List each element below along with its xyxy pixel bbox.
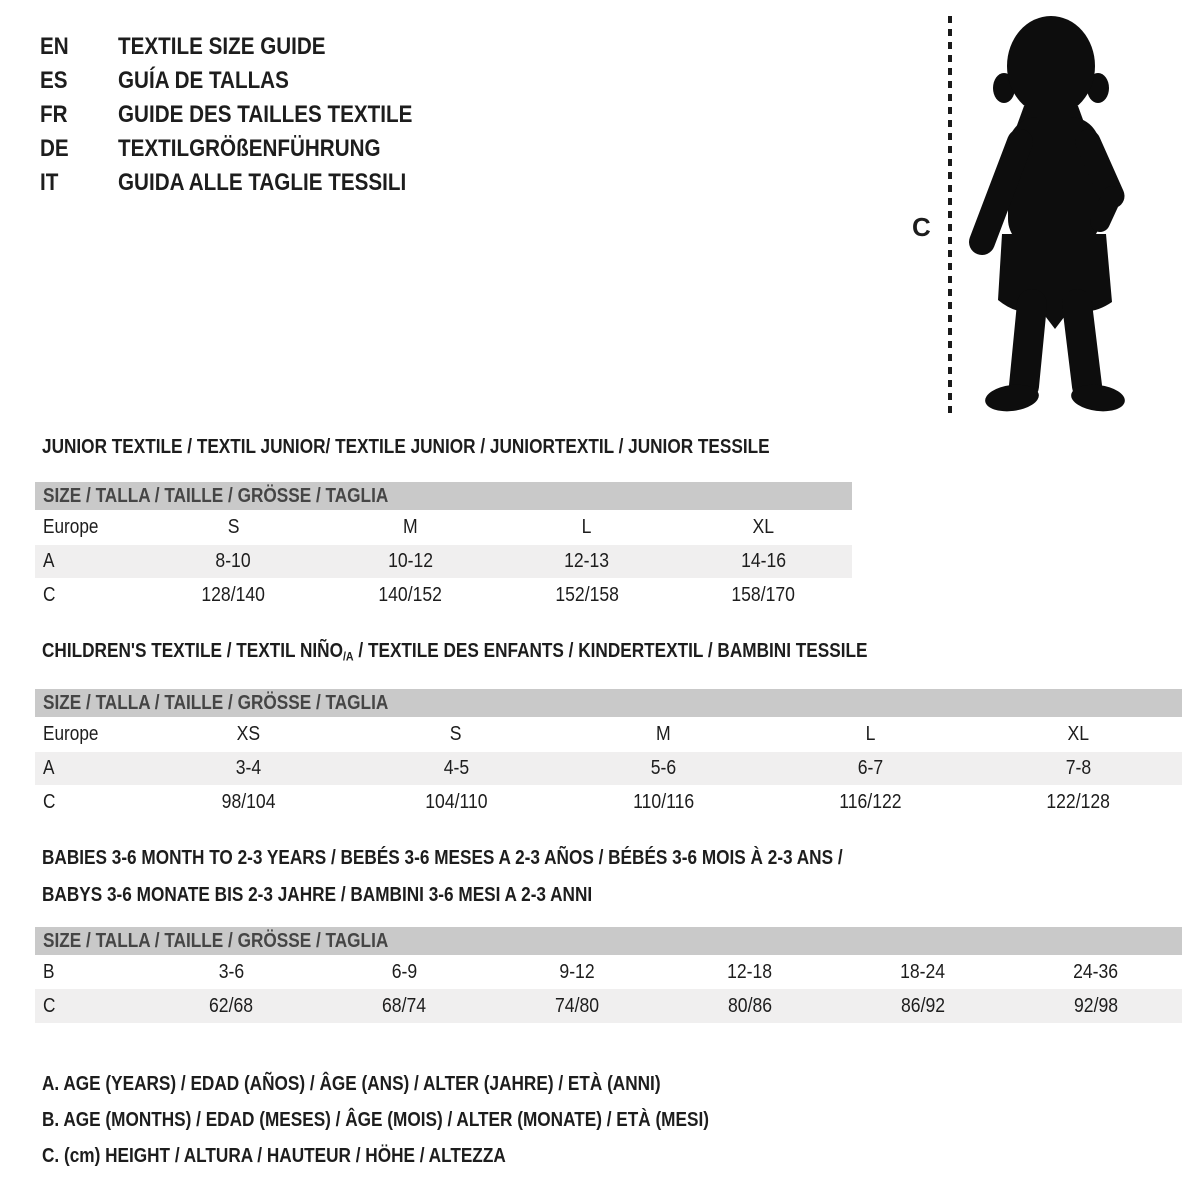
babies-section-title-line2: BABYS 3-6 MONATE BIS 2-3 JAHRE / BAMBINI 3-6 MESI A 2-3 ANNI bbox=[42, 884, 593, 906]
row-label-cell: C bbox=[43, 584, 56, 606]
age-cell: 6-7 bbox=[858, 757, 884, 779]
size-header-band: SIZE / TALLA / TAILLE / GRÖSSE / TAGLIA bbox=[35, 689, 1182, 717]
lang-row-fr bbox=[40, 98, 460, 132]
months-cell: 6-9 bbox=[391, 960, 417, 983]
height-cell: 158/170 bbox=[731, 584, 796, 606]
lang-title: GUIDE DES TAILLES TEXTILE bbox=[118, 101, 413, 128]
height-cell: 116/122 bbox=[839, 791, 903, 813]
table-row-region bbox=[35, 717, 1182, 752]
language-list bbox=[40, 30, 460, 200]
age-cell: 12-13 bbox=[564, 550, 610, 572]
size-cell: L bbox=[865, 723, 876, 745]
months-cell: 9-12 bbox=[559, 960, 595, 983]
table-row-age bbox=[35, 752, 1182, 785]
size-cell: XL bbox=[1067, 723, 1090, 745]
table-row-age bbox=[35, 545, 852, 578]
size-cell: S bbox=[227, 516, 240, 538]
legend-age-months: B. AGE (MONTHS) / EDAD (MESES) / ÂGE (MOIS) / ALTER (MONATE) / ETÀ (MESI) bbox=[42, 1108, 709, 1131]
row-label-cell: C bbox=[43, 994, 56, 1017]
legend-age-years: A. AGE (YEARS) / EDAD (AÑOS) / ÂGE (ANS) / ALTER (JAHRE) / ETÀ (ANNI) bbox=[42, 1072, 661, 1095]
children-section-title: CHILDREN'S TEXTILE / TEXTIL NIÑO/A / TEXTILE DES ENFANTS / KINDERTEXTIL / BAMBINI TESSILE bbox=[42, 640, 868, 664]
babies-section-title-line1: BABIES 3-6 MONTH TO 2-3 YEARS / BEBÉS 3-6 MESES A 2-3 AÑOS / BÉBÉS 3-6 MOIS À 2-3 ANS / bbox=[42, 847, 843, 869]
lang-row-es bbox=[40, 64, 460, 98]
lang-row-de bbox=[40, 132, 460, 166]
table-row-height bbox=[35, 578, 852, 613]
junior-section-title: JUNIOR TEXTILE / TEXTIL JUNIOR/ TEXTILE JUNIOR / JUNIORTEXTIL / JUNIOR TESSILE bbox=[42, 436, 770, 458]
months-cell: 24-36 bbox=[1073, 960, 1119, 983]
lang-title: TEXTILE SIZE GUIDE bbox=[118, 33, 326, 60]
babies-size-table bbox=[35, 927, 1182, 1023]
lang-code: DE bbox=[40, 135, 69, 162]
lang-code: EN bbox=[40, 33, 69, 60]
height-cell: 98/104 bbox=[221, 791, 276, 813]
height-cell: 110/116 bbox=[632, 791, 694, 813]
height-cell: 92/98 bbox=[1073, 994, 1118, 1017]
lang-code: IT bbox=[40, 169, 59, 196]
size-cell: S bbox=[450, 723, 462, 745]
height-cell: 68/74 bbox=[382, 994, 427, 1017]
height-cell: 128/140 bbox=[201, 584, 266, 606]
height-cell: 86/92 bbox=[900, 994, 945, 1017]
row-label-cell: B bbox=[43, 960, 55, 983]
height-cell: 80/86 bbox=[727, 994, 772, 1017]
height-cell: 140/152 bbox=[378, 584, 442, 606]
size-cell: XL bbox=[752, 516, 775, 538]
table-row-months bbox=[35, 955, 1182, 989]
lang-code: ES bbox=[40, 67, 68, 94]
height-cell: 104/110 bbox=[424, 791, 488, 813]
age-cell: 7-8 bbox=[1065, 757, 1091, 779]
size-header-band: SIZE / TALLA / TAILLE / GRÖSSE / TAGLIA bbox=[35, 927, 1182, 955]
months-cell: 12-18 bbox=[727, 960, 773, 983]
height-measure-label: C bbox=[912, 212, 931, 242]
age-cell: 10-12 bbox=[387, 550, 433, 572]
lang-code: FR bbox=[40, 101, 68, 128]
lang-title: GUÍA DE TALLAS bbox=[118, 67, 289, 94]
size-cell: M bbox=[402, 516, 418, 538]
lang-row-it bbox=[40, 166, 460, 200]
size-header-band: SIZE / TALLA / TAILLE / GRÖSSE / TAGLIA bbox=[35, 482, 852, 510]
age-cell: 8-10 bbox=[215, 550, 251, 572]
size-cell: L bbox=[581, 516, 592, 538]
age-cell: 5-6 bbox=[650, 757, 677, 779]
row-label-cell: C bbox=[43, 791, 56, 813]
measure-legend bbox=[42, 1066, 818, 1174]
age-cell: 3-4 bbox=[235, 757, 262, 779]
months-cell: 18-24 bbox=[900, 960, 946, 983]
nino-a-subscript: /A bbox=[342, 649, 354, 664]
table-row-height bbox=[35, 989, 1182, 1023]
height-measure-dashed-line bbox=[948, 16, 952, 416]
table-row-region bbox=[35, 510, 852, 545]
row-label-cell: A bbox=[43, 550, 55, 572]
size-cell: M bbox=[656, 723, 671, 745]
months-cell: 3-6 bbox=[218, 960, 245, 983]
lang-row-en bbox=[40, 30, 460, 64]
junior-size-table bbox=[35, 482, 852, 613]
height-cell: 152/158 bbox=[555, 584, 619, 606]
height-cell: 122/128 bbox=[1046, 791, 1111, 813]
height-cell: 62/68 bbox=[209, 994, 254, 1017]
row-label-cell: Europe bbox=[43, 723, 99, 745]
lang-title: GUIDA ALLE TAGLIE TESSILI bbox=[118, 169, 407, 196]
children-size-table bbox=[35, 689, 1182, 820]
size-cell: XS bbox=[236, 723, 261, 745]
toddler-silhouette bbox=[958, 14, 1143, 419]
lang-title: TEXTILGRÖßENFÜHRUNG bbox=[118, 135, 381, 162]
age-cell: 4-5 bbox=[443, 757, 469, 779]
table-row-height bbox=[35, 785, 1182, 820]
row-label-cell: A bbox=[43, 757, 55, 779]
age-cell: 14-16 bbox=[741, 550, 787, 572]
row-label-cell: Europe bbox=[43, 516, 99, 538]
legend-height-cm: C. (cm) HEIGHT / ALTURA / HAUTEUR / HÖHE / ALTEZZA bbox=[42, 1144, 506, 1167]
height-cell: 74/80 bbox=[555, 994, 600, 1017]
